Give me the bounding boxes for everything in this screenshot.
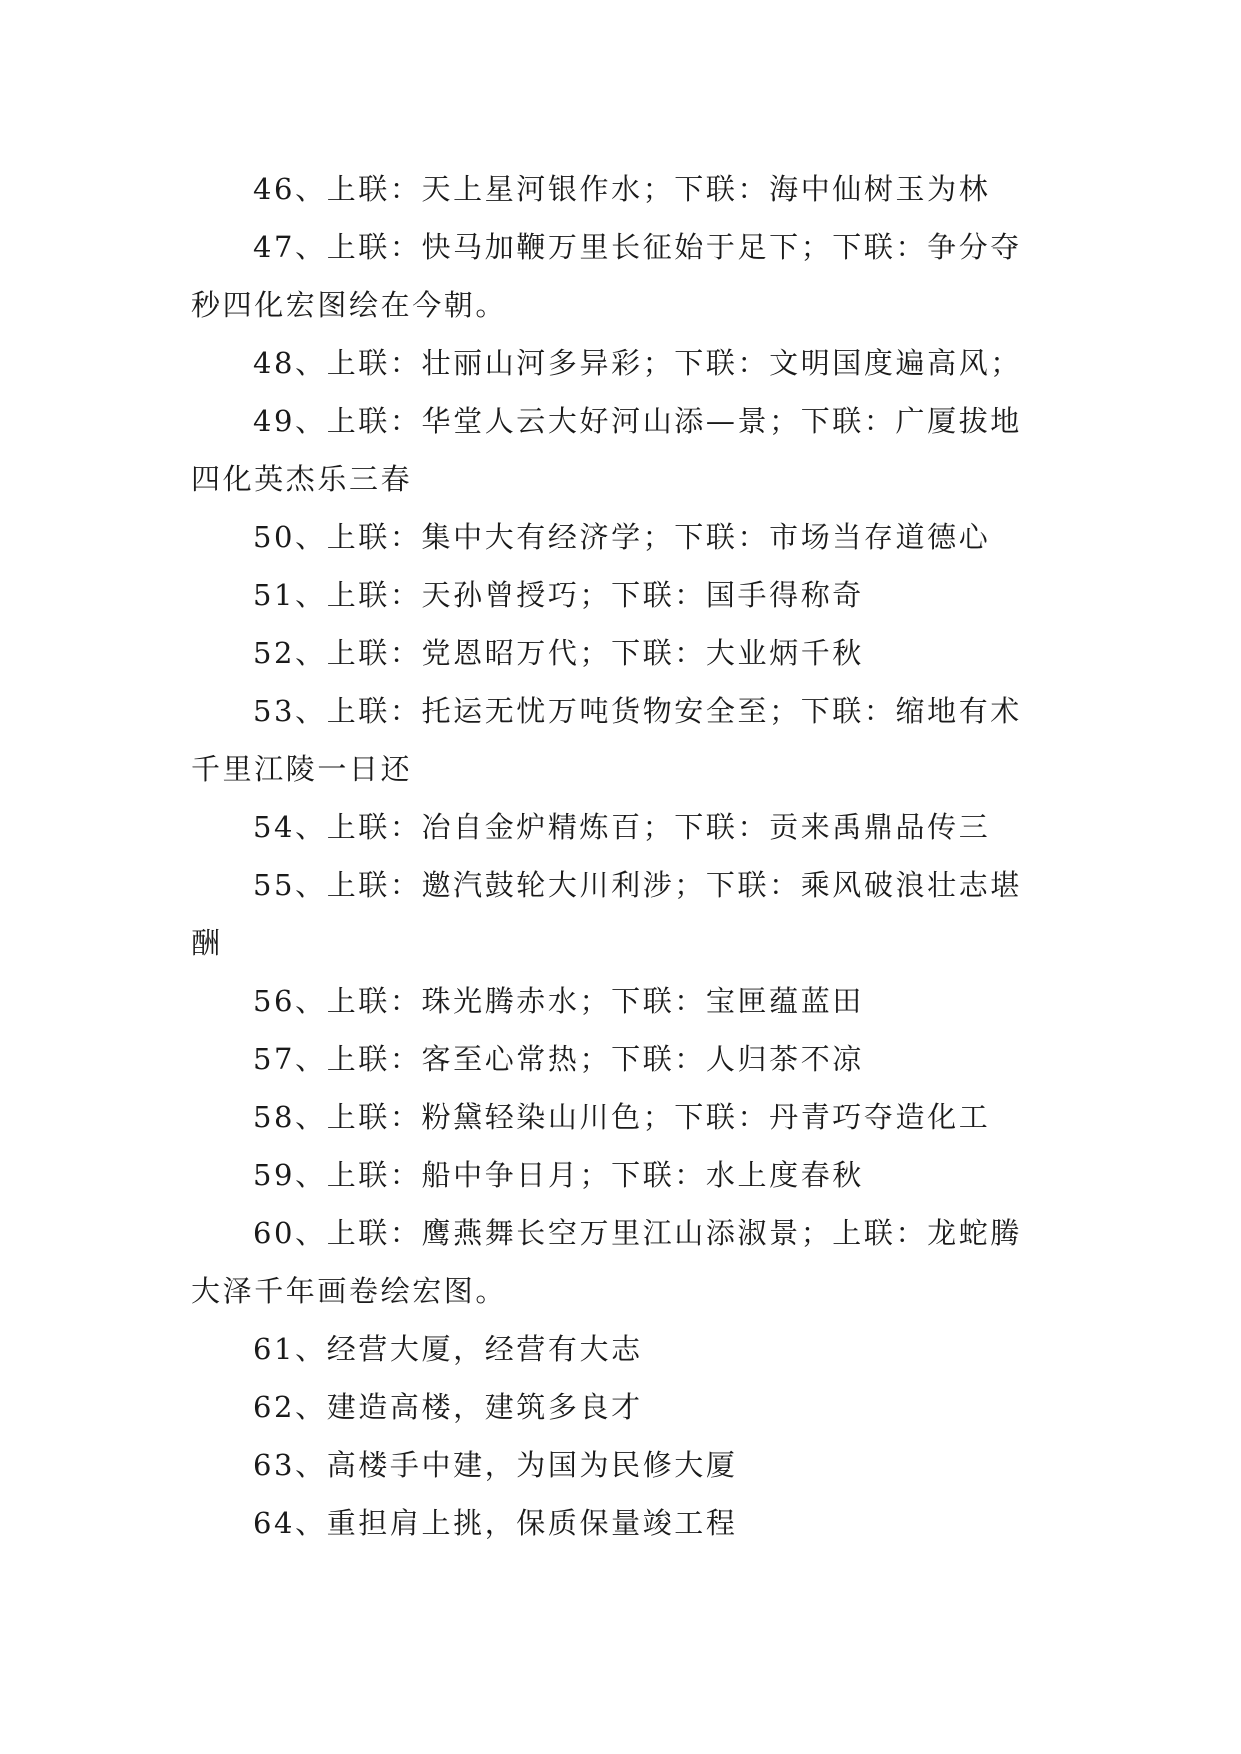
- couplet-57: 57、上联：客至心常热；下联：人归茶不凉: [253, 1042, 864, 1076]
- couplet-49: 49、上联：华堂人云大好河山添—景；下联：广厦拔地四化英杰乐三春: [191, 404, 1022, 496]
- couplet-56: 56、上联：珠光腾赤水；下联：宝匣蕴蓝田: [253, 984, 864, 1018]
- couplet-58: 58、上联：粉黛轻染山川色；下联：丹青巧夺造化工: [253, 1100, 991, 1134]
- couplet-55: 55、上联：邀汽鼓轮大川利涉；下联：乘风破浪壮志堪酬: [191, 868, 1022, 960]
- couplet-50: 50、上联：集中大有经济学；下联：市场当存道德心: [253, 520, 991, 554]
- couplet-59: 59、上联：船中争日月；下联：水上度春秋: [253, 1158, 864, 1192]
- couplet-54: 54、上联：冶自金炉精炼百；下联：贡来禹鼎品传三: [253, 810, 991, 844]
- couplet-53: 53、上联：托运无忧万吨货物安全至；下联：缩地有术千里江陵一日还: [191, 694, 1022, 786]
- couplet-62: 62、建造高楼，建筑多良才: [253, 1390, 643, 1424]
- couplet-48: 48、上联：壮丽山河多异彩；下联：文明国度遍高风；: [253, 346, 1022, 380]
- couplet-47: 47、上联：快马加鞭万里长征始于足下；下联：争分夺秒四化宏图绘在今朝。: [191, 230, 1022, 322]
- couplet-52: 52、上联：党恩昭万代；下联：大业炳千秋: [253, 636, 864, 670]
- couplet-51: 51、上联：天孙曾授巧；下联：国手得称奇: [253, 578, 864, 612]
- couplet-60: 60、上联：鹰燕舞长空万里江山添淑景；上联：龙蛇腾大泽千年画卷绘宏图。: [191, 1216, 1022, 1308]
- couplet-64: 64、重担肩上挑，保质保量竣工程: [253, 1506, 738, 1540]
- couplet-46: 46、上联：天上星河银作水；下联：海中仙树玉为林: [253, 172, 991, 206]
- couplet-63: 63、高楼手中建，为国为民修大厦: [253, 1448, 738, 1482]
- couplet-61: 61、经营大厦，经营有大志: [253, 1332, 643, 1366]
- couplet-list: [191, 160, 1051, 1552]
